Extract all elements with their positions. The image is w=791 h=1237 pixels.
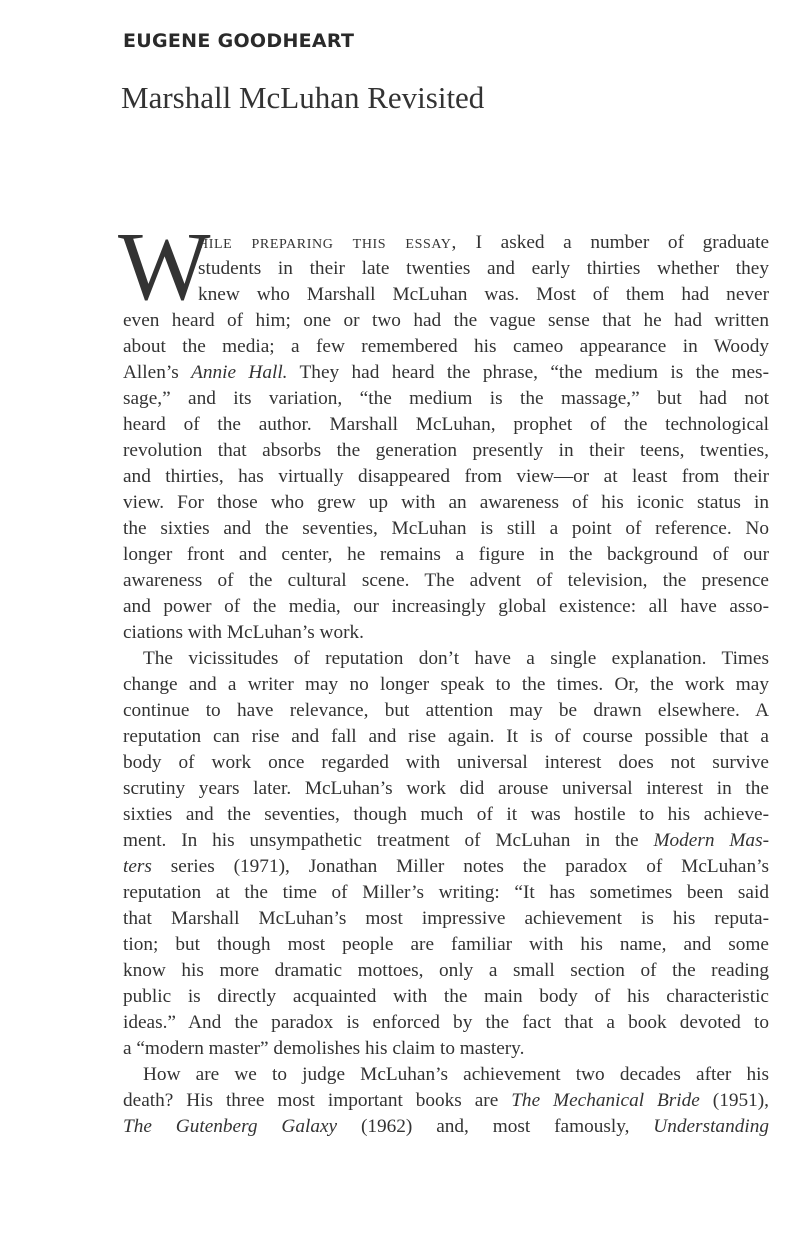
text-line [123,542,769,568]
italic-text: ters [123,856,152,877]
italic-text: Annie Hall. [191,362,288,383]
text-line [123,672,769,698]
text-segment: about the media; a few remembered his cameo appearance in Woody [123,336,769,357]
text-segment: (1951), [699,1090,769,1111]
drop-cap: W [118,213,211,321]
text-line [123,646,769,672]
text-segment: and power of the media, our increasingly global existence: all have asso- [123,596,769,617]
text-segment: awareness of the cultural scene. The advent of television, the presence [123,570,769,591]
text-line [123,1114,769,1140]
text-line [123,932,769,958]
text-line [123,490,769,516]
text-segment: Allen’s [123,362,192,383]
text-segment: How are we to judge McLuhan’s achievement two decades after his [143,1064,769,1085]
text-line [123,438,769,464]
article-title: Marshall McLuhan Revisited [121,80,485,115]
text-line [123,386,769,412]
text-segment: a “modern master” demolishes his claim to mastery. [123,1038,525,1059]
text-line [123,334,769,360]
text-segment: that Marshall McLuhan’s most impressive achievement is his reputa- [123,908,769,929]
italic-text: Understanding [653,1116,769,1137]
text-segment: even heard of him; one or two had the vague sense that he had written [123,310,769,331]
text-segment: longer front and center, he remains a figure in the background of our [123,544,769,565]
text-line [123,1062,769,1088]
text-segment: view. For those who grew up with an awareness of his iconic status in [123,492,769,513]
italic-text: Modern Mas- [653,830,769,851]
text-segment: tion; but though most people are familiar with his name, and some [123,934,769,955]
text-line [123,880,769,906]
text-segment: ciations with McLuhan’s work. [123,622,364,643]
text-line [123,568,769,594]
text-segment: public is directly acquainted with the main body of his characteristic [123,986,769,1007]
text-segment: knew who Marshall McLuhan was. Most of them had never [198,284,769,305]
text-line [123,1010,769,1036]
text-line [123,724,769,750]
text-line [123,464,769,490]
text-line [123,984,769,1010]
text-line [123,698,769,724]
author-name: EUGENE GOODHEART [123,30,355,52]
text-segment: know his more dramatic mottoes, only a small section of the reading [123,960,769,981]
text-line [123,1036,769,1062]
italic-text: The Gutenberg Galaxy [123,1116,338,1137]
text-line [123,828,769,854]
text-segment: continue to have relevance, but attention may be drawn elsewhere. A [123,700,769,721]
text-segment: scrutiny years later. McLuhan’s work did arouse universal interest in the [123,778,769,799]
text-line [123,776,769,802]
text-line [123,412,769,438]
text-line [123,750,769,776]
small-caps-text: hile preparing this essay, [198,232,457,253]
text-segment: students in their late twenties and early thirties whether they [198,258,769,279]
text-segment: ment. In his unsympathetic treatment of McLuhan in the [123,830,654,851]
text-segment: ideas.” And the paradox is enforced by the fact that a book devoted to [123,1012,769,1033]
text-segment: revolution that absorbs the generation presently in their teens, twenties, [123,440,769,461]
text-line [123,594,769,620]
text-segment: (1962) and, most famously, [337,1116,654,1137]
text-segment: series (1971), Jonathan Miller notes the paradox of McLuhan’s [151,856,769,877]
text-segment: body of work once regarded with universal interest does not survive [123,752,769,773]
text-segment: reputation can rise and fall and rise again. It is of course possible that a [123,726,769,747]
text-line [123,516,769,542]
text-line [123,256,769,282]
text-line [123,1088,769,1114]
text-segment: The vicissitudes of reputation don’t have a single explanation. Times [143,648,769,669]
text-line [123,906,769,932]
text-line [123,308,769,334]
text-segment: I asked a number of graduate [456,232,770,253]
text-line [123,360,769,386]
text-segment: heard of the author. Marshall McLuhan, prophet of the technological [123,414,769,435]
text-segment: reputation at the time of Miller’s writing: “It has sometimes been said [123,882,769,903]
text-segment: They had heard the phrase, “the medium is the mes- [287,362,769,383]
text-line [123,854,769,880]
text-segment: and thirties, has virtually disappeared from view—or at least from their [123,466,769,487]
article-body [123,230,769,1140]
text-line [123,282,769,308]
text-line [123,958,769,984]
text-segment: death? His three most important books are [123,1090,512,1111]
text-segment: the sixties and the seventies, McLuhan is still a point of reference. No [123,518,769,539]
text-segment: sage,” and its variation, “the medium is the massage,” but had not [123,388,769,409]
text-segment: sixties and the seventies, though much of it was hostile to his achieve- [123,804,769,825]
italic-text: The Mechanical Bride [511,1090,700,1111]
text-line [123,802,769,828]
text-segment: change and a writer may no longer speak to the times. Or, the work may [123,674,769,695]
text-line [123,620,769,646]
text-line [123,230,769,256]
